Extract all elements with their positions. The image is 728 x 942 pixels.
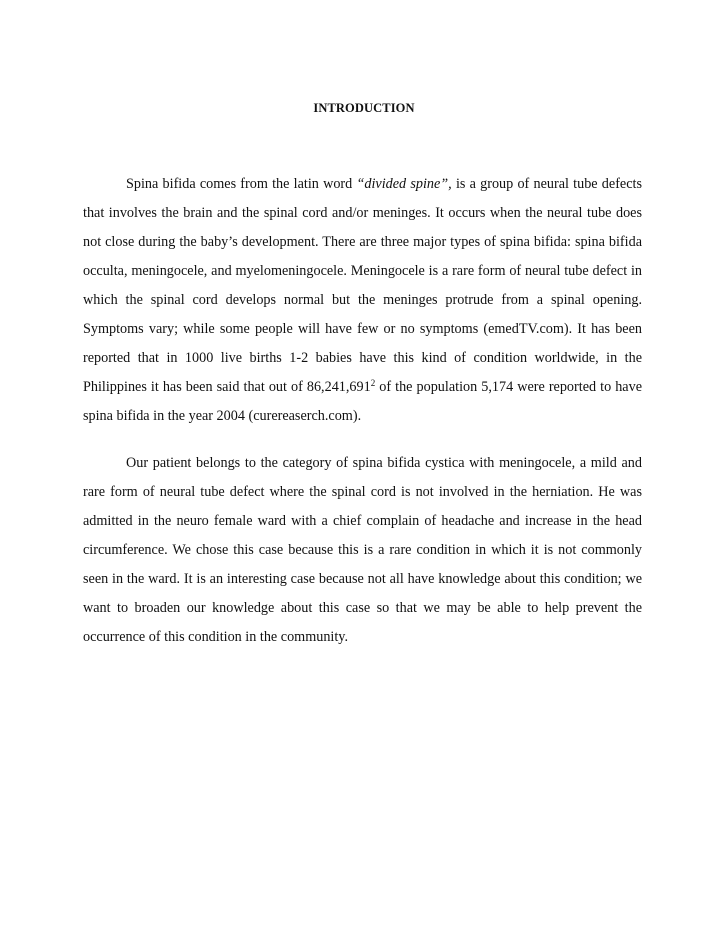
paragraph-1-text-b: is a group of neural tube defects that involves the brain and the spinal cord and/or meninges. It occurs when the neural tube does not close during the baby’s development. There are three major types of spina bifida: spina bifida occulta, meningocele, and myelomeningocele. Meningocele is a rare form of neural tube defect in which the spinal cord develops normal but the meninges protrude from a spinal opening. Symptoms vary; while some people will have few or no symptoms (emedTV.com). It has been reported that in 1000 live births 1-2 babies have this kind of condition worldwide, in the Philippines it has been said that out of 86,241,691 (83, 176, 642, 395)
paragraph-1-italic-phrase: “divided spine”, (356, 176, 452, 192)
page-title: INTRODUCTION (313, 101, 415, 115)
paragraph-1-text-c: of the population 5,174 were reported to have spina bifida in the year 2004 (curereaserch.com). (83, 379, 642, 424)
paragraph-2: Our patient belongs to the category of spina bifida cystica with meningocele, a mild and rare form of neural tube defect where the spinal cord is not involved in the herniation. He was admitted in the neuro female ward with a chief complain of headache and increase in the head circumference. We chose this case because this is a rare condition in which it is not commonly seen in the ward. It is an interesting case because not all have knowledge about this condition; we want to broaden our knowledge about this case so that we may be able to help prevent the occurrence of this condition in the community. (83, 455, 642, 645)
footnote-marker: 2 (370, 378, 376, 388)
document-body (83, 170, 642, 652)
paragraph-1-text-a: Spina bifida comes from the latin word (126, 176, 357, 192)
paragraph-1 (83, 170, 642, 431)
